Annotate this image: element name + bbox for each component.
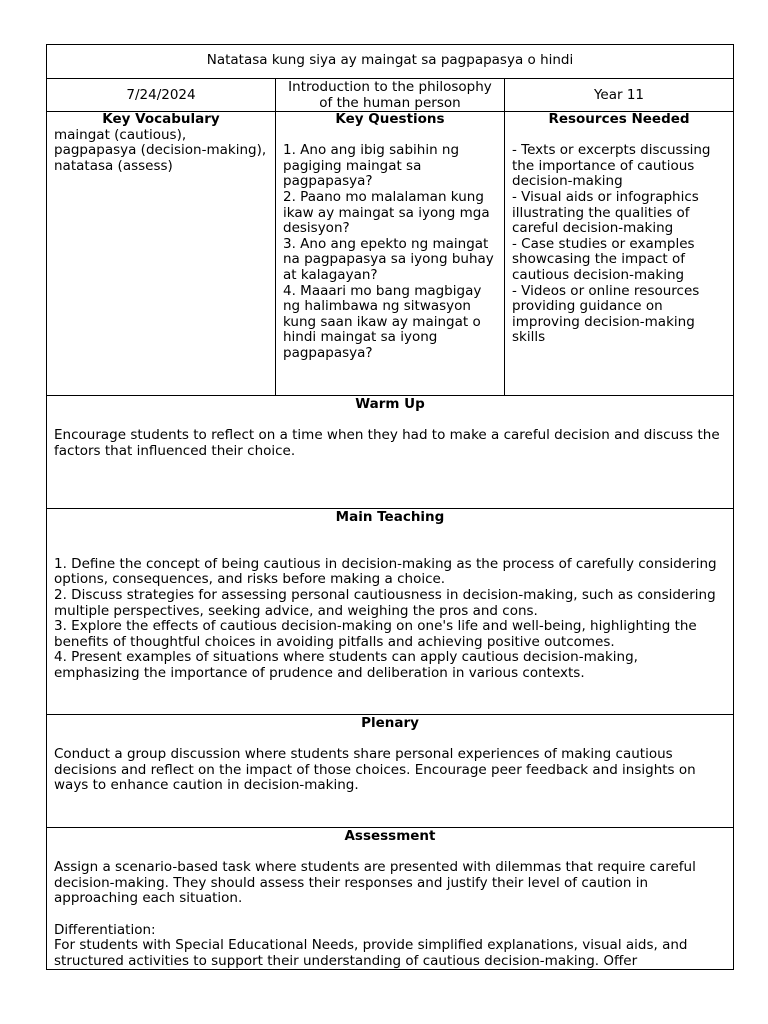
lesson-plan-table [46, 44, 734, 970]
assessment-text: Assign a scenario-based task where students are presented with dilemmas that require careful decision-making. They should assess their responses and justify their level of caution in approaching each situation. Differentiation: For students with Special Educational Needs, provide simplified explanations, visual aids, and structured activities to support their understanding of cautious decision-making. Offer [54, 859, 696, 969]
key-info-row [47, 112, 733, 396]
year-cell [505, 79, 733, 111]
title-row [47, 45, 733, 79]
key-vocabulary-cell [47, 112, 276, 395]
resources-cell [505, 112, 733, 395]
lesson-title: Natatasa kung siya ay maingat sa pagpapasya o hindi [206, 52, 574, 68]
date-text: 7/24/2024 [126, 87, 196, 103]
year-text: Year 11 [593, 87, 645, 103]
main-teaching-section [47, 509, 733, 715]
key-questions-text: 1. Ano ang ibig sabihin ng pagiging maingat sa pagpapasya? 2. Paano mo malalaman kung ikaw ay maingat sa iyong mga desisyon? 3. Ano ang epekto ng maingat na pagpapasya sa iyong buhay at kalagayan? 4. Maaari mo bang magbigay ng halimbawa ng sitwasyon kung saan ikaw ay maingat o hindi maingat sa iyong pagpapasya? [283, 142, 494, 361]
plenary-heading: Plenary [361, 715, 419, 731]
subject-text: Introduction to the philosophy of the human person [288, 79, 492, 111]
assessment-heading: Assessment [344, 828, 436, 844]
key-vocabulary-text: maingat (cautious), pagpapasya (decision-making), natatasa (assess) [54, 126, 267, 174]
key-questions-heading: Key Questions [335, 111, 445, 127]
warm-up-section [47, 396, 733, 509]
key-vocabulary-heading: Key Vocabulary [102, 111, 220, 127]
date-cell [47, 79, 276, 111]
subject-cell [276, 79, 505, 111]
warm-up-heading: Warm Up [355, 396, 425, 412]
key-questions-cell [276, 112, 505, 395]
assessment-section [47, 828, 733, 969]
resources-text: - Texts or excerpts discussing the importance of cautious decision-making - Visual aids or infographics illustrating the qualities of careful decision-making - Case studies or examples showcasing the impact of cautious decision-making - Videos or online resources providing guidance on improving decision-making skills [512, 142, 711, 346]
plenary-section [47, 715, 733, 828]
warm-up-text: Encourage students to reflect on a time when they had to make a careful decision and discuss the factors that influenced their choice. [54, 427, 720, 459]
plenary-text: Conduct a group discussion where students share personal experiences of making cautious decisions and reflect on the impact of those choices. Encourage peer feedback and insights on ways to enhance caution in decision-making. [54, 746, 696, 794]
header-row [47, 79, 733, 112]
main-teaching-text: 1. Define the concept of being cautious in decision-making as the process of carefully considering options, consequences, and risks before making a choice. 2. Discuss strategies for assessing personal cautiousness in decision-making, such as considering multiple perspectives, seeking advice, and weighing the pros and cons. 3. Explore the effects of cautious decision-making on one's life and well-being, highlighting the benefits of thoughtful choices in avoiding pitfalls and achieving positive outcomes. 4. Present examples of situations where students can apply cautious decision-making, emphasizing the importance of prudence and deliberation in various contexts. [54, 555, 717, 681]
resources-heading: Resources Needed [548, 111, 690, 127]
main-teaching-heading: Main Teaching [335, 509, 445, 525]
